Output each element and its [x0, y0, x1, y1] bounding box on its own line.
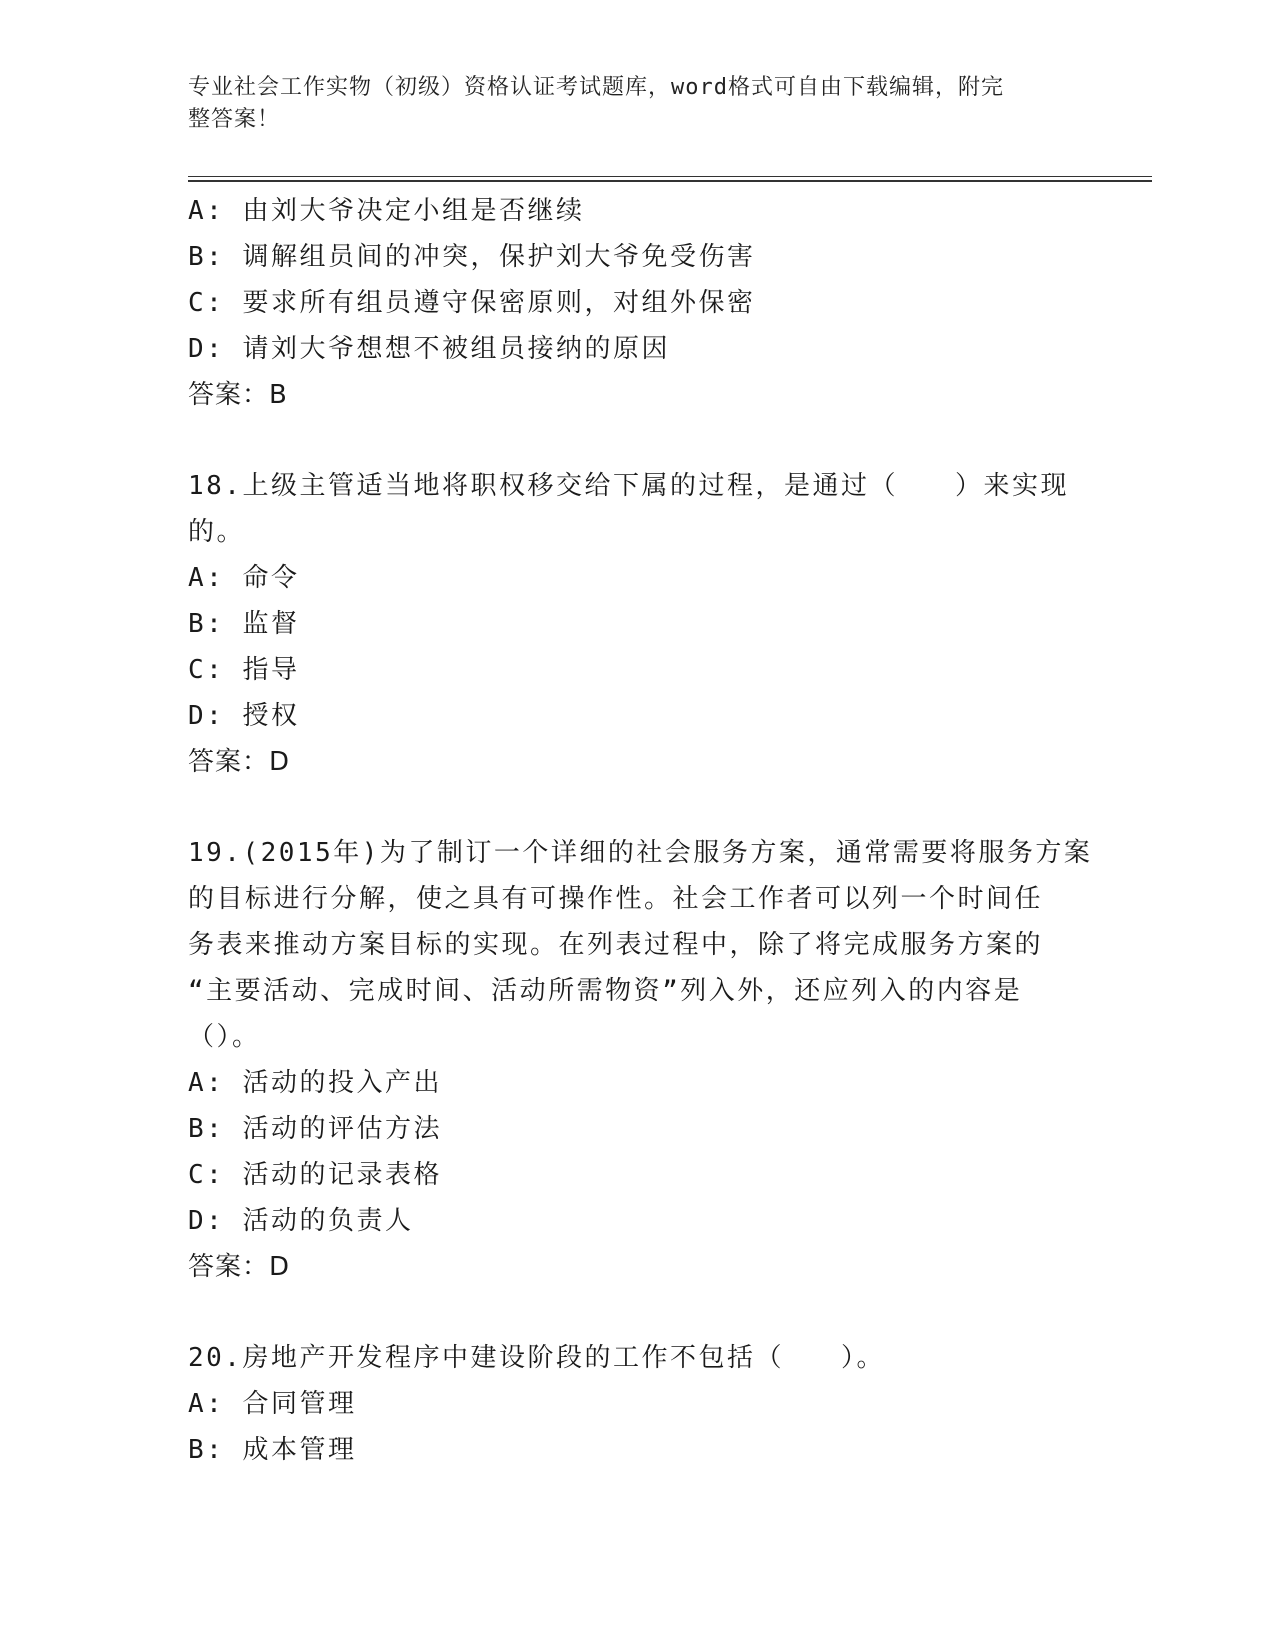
question-20 [188, 1335, 1088, 1473]
spacer [188, 418, 1088, 463]
option-b: B: 成本管理 [188, 1435, 357, 1465]
question-stem-line: “主要活动、完成时间、活动所需物资”列入外，还应列入的内容是 [188, 976, 1023, 1006]
option-c: C: 要求所有组员遵守保密原则，对组外保密 [188, 288, 756, 318]
answer: 答案：D [188, 1252, 291, 1282]
header-title-line-1: 专业社会工作实物（初级）资格认证考试题库，word格式可自由下载编辑，附完 [188, 75, 1004, 100]
option-a: A: 合同管理 [188, 1389, 357, 1419]
question-stem-line: 的目标进行分解，使之具有可操作性。社会工作者可以列一个时间任 [188, 884, 1044, 914]
option-c: C: 指导 [188, 655, 300, 685]
option-c: C: 活动的记录表格 [188, 1160, 442, 1190]
question-list [188, 188, 1093, 1473]
answer: 答案：B [188, 380, 288, 410]
spacer [188, 1290, 1088, 1335]
option-a: A: 命令 [188, 563, 300, 593]
question-stem-line: 20.房地产开发程序中建设阶段的工作不包括（ ）。 [188, 1343, 885, 1373]
option-d: D: 活动的负责人 [188, 1206, 414, 1236]
header-title-line-2: 整答案！ [188, 107, 281, 132]
question-19 [188, 830, 1093, 1290]
option-d: D: 请刘大爷想想不被组员接纳的原因 [188, 334, 670, 364]
option-b: B: 调解组员间的冲突，保护刘大爷免受伤害 [188, 242, 756, 272]
option-a: A: 由刘大爷决定小组是否继续 [188, 196, 585, 226]
option-b: B: 活动的评估方法 [188, 1114, 442, 1144]
option-b: B: 监督 [188, 609, 300, 639]
option-d: D: 授权 [188, 701, 300, 731]
option-a: A: 活动的投入产出 [188, 1068, 442, 1098]
header-rule-thick [188, 180, 1152, 182]
question-17 [188, 188, 1088, 418]
question-18 [188, 463, 1088, 785]
question-stem-line: 的。 [188, 517, 246, 547]
spacer [188, 785, 1088, 830]
question-stem-line: 18.上级主管适当地将职权移交给下属的过程，是通过（ ）来实现 [188, 471, 1069, 501]
question-stem-line: 19.(2015年)为了制订一个详细的社会服务方案，通常需要将服务方案 [188, 838, 1093, 868]
header-rule-thin [188, 176, 1152, 177]
question-stem-line: （）。 [188, 1022, 261, 1052]
question-stem-line: 务表来推动方案目标的实现。在列表过程中，除了将完成服务方案的 [188, 930, 1044, 960]
answer: 答案：D [188, 747, 291, 777]
document-header [188, 72, 1068, 136]
